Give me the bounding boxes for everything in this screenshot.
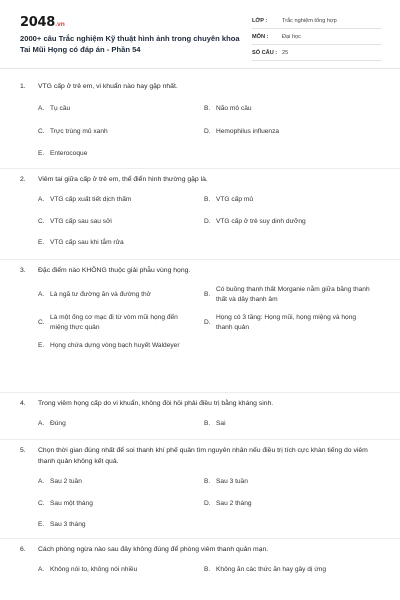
option-label: C. — [38, 217, 45, 225]
option-c[interactable] — [20, 217, 200, 227]
question-text: Chọn thời gian đúng nhất để soi thanh khí phế quản tìm nguyên nhân nếu điều trị tích cực khàn tiếng do viêm thanh quản không kết quả. — [38, 447, 368, 465]
option-text: Là ngã tư đường ăn và đường thở — [50, 290, 152, 298]
document-title: 2000+ câu Trắc nghiệm Kỹ thuật hình ảnh trong chuyên khoa Tai Mũi Họng có đáp án - Phần 54 — [20, 34, 240, 54]
logo-suffix: .vn — [54, 21, 65, 28]
option-text: Là một ống cơ mạc đi từ vòm mũi họng đến miệng thực quản — [50, 314, 178, 331]
option-e[interactable] — [20, 238, 200, 248]
question-1 — [0, 76, 400, 169]
option-label: A. — [38, 420, 45, 427]
option-d[interactable] — [200, 313, 380, 332]
option-text: Trực trùng mủ xanh — [50, 127, 108, 135]
option-d[interactable] — [200, 499, 380, 509]
option-label: B. — [204, 196, 211, 203]
logo-text: 2048 — [20, 15, 55, 30]
option-e[interactable] — [20, 520, 200, 530]
option-label: A. — [38, 290, 45, 298]
option-b[interactable] — [200, 477, 380, 487]
question-list — [0, 76, 400, 599]
option-text: Không nói to, không nói nhiều — [50, 566, 138, 573]
option-label: A. — [38, 196, 45, 203]
option-text: VTG cấp ở trẻ suy dinh dưỡng — [216, 217, 306, 225]
header-divider — [0, 68, 400, 69]
answer-options — [20, 195, 380, 248]
option-text: Sai — [216, 420, 226, 427]
option-label: D. — [204, 217, 211, 225]
option-label: C. — [38, 318, 45, 326]
option-label: B. — [204, 566, 211, 573]
option-label: D. — [204, 318, 211, 326]
option-text: Họng chứa dựng vòng bạch huyết Waldeyer — [50, 342, 180, 349]
question-text: Viêm tai giữa cấp ở trẻ em, thể điển hình thường gặp là. — [38, 176, 208, 183]
option-label: C. — [38, 499, 45, 507]
option-label: B. — [204, 290, 211, 298]
option-c[interactable] — [20, 313, 200, 332]
question-stem — [20, 174, 380, 185]
question-stem — [20, 265, 380, 276]
option-b[interactable] — [200, 285, 380, 304]
question-text: Trong viêm họng cấp do vi khuẩn, không đòi hỏi phải điều trị bằng kháng sinh. — [38, 400, 274, 407]
question-5 — [0, 440, 400, 539]
meta-value-subject: Đại học — [282, 33, 301, 40]
option-c[interactable] — [20, 127, 200, 137]
answer-options — [20, 419, 380, 429]
site-logo[interactable] — [20, 15, 65, 30]
question-number: 5. — [20, 447, 26, 454]
question-2 — [0, 169, 400, 260]
meta-row-subject — [252, 29, 382, 45]
option-label: E. — [38, 239, 45, 246]
option-a[interactable] — [20, 419, 200, 429]
option-a[interactable] — [20, 195, 200, 205]
answer-options — [20, 477, 380, 530]
option-a[interactable] — [20, 104, 200, 114]
option-label: D. — [204, 127, 211, 135]
option-text: Đúng — [50, 420, 66, 427]
meta-row-count — [252, 45, 382, 61]
option-text: VTG cấp sau khi tắm rửa — [50, 239, 124, 246]
option-a[interactable] — [20, 565, 200, 575]
question-6 — [0, 539, 400, 599]
question-text: Đặc điểm nào KHÔNG thuộc giải phẫu vùng họng. — [38, 267, 191, 274]
question-number: 6. — [20, 546, 26, 553]
option-text: Không ăn các thức ăn hay gây dị ứng — [216, 566, 327, 573]
option-label: A. — [38, 478, 45, 485]
meta-key-subject: MÔN : — [252, 33, 269, 40]
option-text: Sau 2 tháng — [216, 499, 252, 507]
question-stem — [20, 544, 380, 555]
meta-value-count: 25 — [282, 49, 289, 56]
meta-row-class — [252, 13, 382, 29]
option-e[interactable] — [20, 341, 200, 351]
answer-options — [20, 285, 380, 351]
option-label: E. — [38, 342, 45, 349]
option-label: B. — [204, 105, 211, 112]
option-e[interactable] — [20, 149, 200, 159]
option-text: Sau một tháng — [50, 499, 93, 507]
option-text: Sau 2 tuần — [50, 478, 82, 485]
option-label: A. — [38, 105, 45, 112]
answer-options — [20, 565, 380, 575]
meta-value-class: Trắc nghiệm tổng hợp — [282, 17, 337, 24]
question-number: 2. — [20, 176, 26, 183]
question-text: Cách phòng ngừa nào sau đây không đúng để phòng viêm thanh quản mạn. — [38, 546, 269, 553]
answer-options — [20, 104, 380, 159]
option-text: Tụ cầu — [50, 105, 71, 112]
option-a[interactable] — [20, 477, 200, 487]
option-text: VTG cấp mủ — [216, 196, 254, 203]
question-number: 1. — [20, 83, 26, 90]
question-stem — [20, 445, 380, 467]
option-text: VTG cấp xuất tiết dịch thấm — [50, 196, 132, 203]
option-text: VTG cấp sau sau sởi — [50, 217, 112, 225]
option-label: E. — [38, 150, 45, 157]
option-label: A. — [38, 566, 45, 573]
option-label: C. — [38, 127, 45, 135]
option-text: Sau 3 tháng — [50, 521, 86, 528]
option-text: Hemophilus influenza — [216, 127, 280, 135]
option-a[interactable] — [20, 285, 200, 304]
option-c[interactable] — [20, 499, 200, 509]
meta-key-count: SỐ CÂU : — [252, 49, 278, 56]
document-header — [0, 0, 400, 68]
option-label: B. — [204, 420, 211, 427]
question-number: 3. — [20, 267, 26, 274]
question-3 — [0, 260, 400, 393]
option-label: D. — [204, 499, 211, 507]
question-4 — [0, 393, 400, 440]
option-b[interactable] — [200, 104, 380, 114]
option-label: E. — [38, 521, 45, 528]
option-label: B. — [204, 478, 211, 485]
option-text: Có buồng thanh thất Morganie nằm giữa băng thanh thất và dây thanh âm — [216, 286, 370, 303]
option-b[interactable] — [200, 195, 380, 205]
meta-key-class: LỚP : — [252, 17, 268, 24]
option-b[interactable] — [200, 565, 380, 575]
question-stem — [20, 81, 380, 92]
question-stem — [20, 398, 380, 409]
option-d[interactable] — [200, 127, 380, 137]
option-text: Họng có 3 tầng: Họng mũi, họng miệng và họng thanh quản — [216, 314, 357, 331]
document-meta-table — [252, 13, 382, 61]
option-d[interactable] — [200, 217, 380, 227]
question-text: VTG cấp ở trẻ em, vi khuẩn nào hay gặp nhất. — [38, 83, 178, 90]
option-text: Sau 3 tuần — [216, 478, 248, 485]
option-text: Não mô cầu — [216, 105, 252, 112]
option-b[interactable] — [200, 419, 380, 429]
option-text: Enterocoque — [50, 150, 88, 157]
question-number: 4. — [20, 400, 26, 407]
